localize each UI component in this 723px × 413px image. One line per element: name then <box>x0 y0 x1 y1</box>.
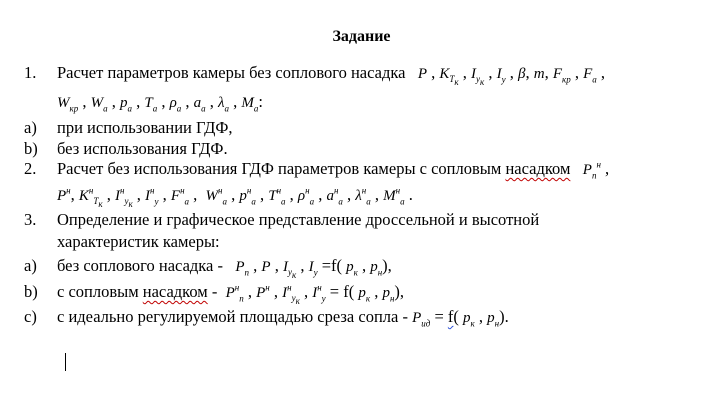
list-marker: c) <box>24 307 37 326</box>
list-marker: b) <box>24 139 38 158</box>
list-text: без соплового насадка - $P_n$ , P , $I_{y_к}$ , $I_y =f$( $p_к$ , $p_н$), <box>57 256 392 281</box>
list-text: характеристик камеры: <box>57 232 220 251</box>
list-marker: 1. <box>24 63 37 82</box>
document-title: Задание <box>332 28 391 45</box>
list-text: с идеально регулируемой площадью среза сопла - $P_{ид} = f$( $p_к$ , $p_н$). <box>57 307 509 329</box>
list-marker: a) <box>24 256 37 275</box>
spellcheck-word: насадком <box>142 282 208 301</box>
list-marker: a) <box>24 118 37 137</box>
list-text: при использовании ГДФ, <box>57 118 233 137</box>
list-text: с сопловым насадком - $P^н_n$ , $P^н$ , $I^н_{y_к}$ , $I^н_y = f$( $p_к$ , $p_н$), <box>57 282 405 307</box>
spellcheck-word: насадком <box>505 159 571 178</box>
list-text: без использования ГДФ. <box>57 139 228 158</box>
formula-line: $P^н$, $K^н_{T_к}$ , $I^н_{y_к}$ , $I^н_y$ , $F^н_a$ , $W^н_a$ , $p^н_a$ , $T^н_a$ , $\rho^н_a$ , $a^н_a$ , $\lambda^н_a$ , $M^н_a$ . <box>57 185 413 210</box>
list-text: Определение и графическое представление дроссельной и высотной <box>57 210 540 229</box>
list-text: Расчет параметров камеры без соплового насадка P , $K_{T_к}$ , $I_{y_к}$ , $I_y$ , β, m, $F_{кр}$ , $F_a$ , <box>57 63 605 88</box>
list-marker: b) <box>24 282 38 301</box>
list-text: Расчет без использования ГДФ параметров камеры с сопловым насадком $P_n^н$ , <box>57 159 610 181</box>
formula-line: $W_{кр}$ , $W_a$ , $p_a$ , $T_a$ , $\rho_a$ , $a_a$ , $\lambda_a$ , $M_a$: <box>57 92 263 114</box>
grammar-mark: f <box>447 307 454 326</box>
list-marker: 3. <box>24 210 37 229</box>
list-marker: 2. <box>24 159 37 178</box>
text-cursor <box>65 353 66 371</box>
